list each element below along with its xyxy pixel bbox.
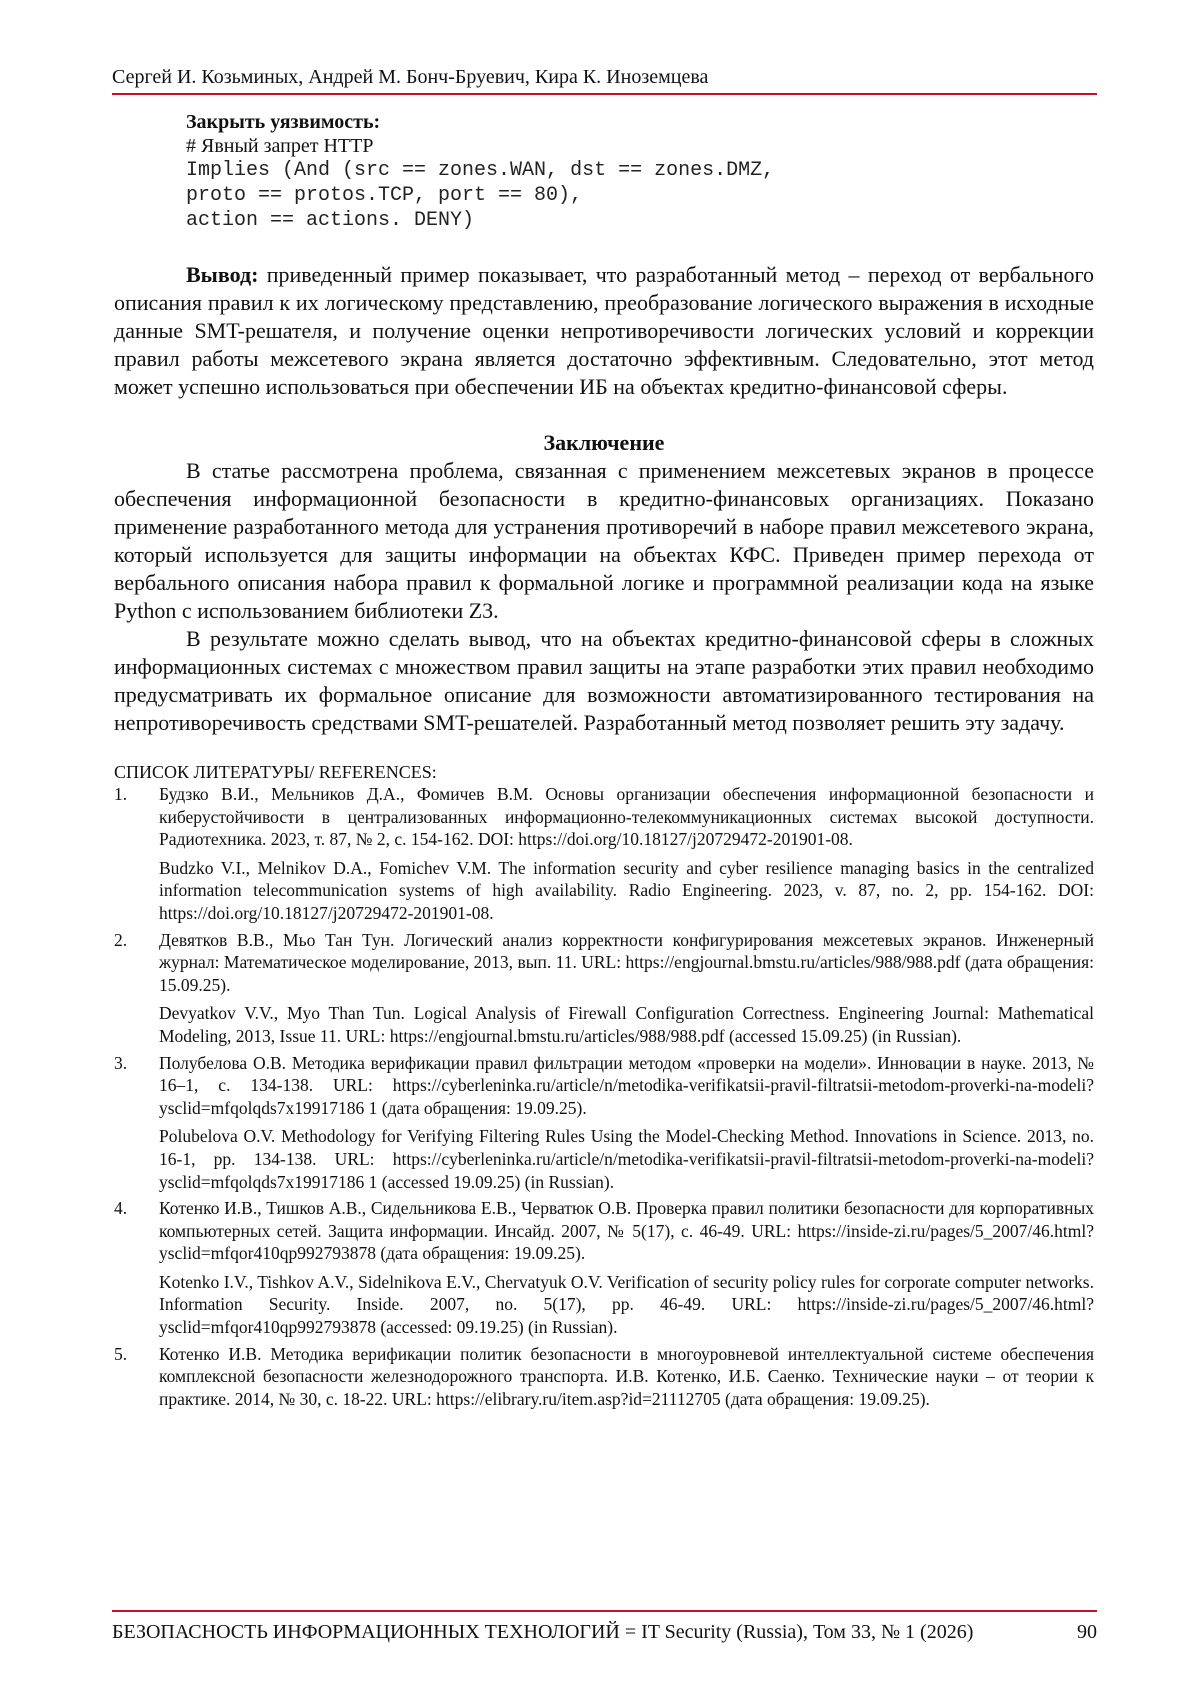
code-block bbox=[186, 158, 1094, 233]
body-paragraph: В статье рассмотрена проблема, связанная с применением межсетевых экранов в процессе обеспечения информационной безопасности в кредитно-финансовых организациях. Показано применение разработанного метода для устранения противоречий в наборе правил межсетевого экрана, который используется для защиты информации на объектах КФС. Приведен пример перехода от вербального описания набора правил к формальной логике и программной реализации кода на языке Python с использованием библиотеки Z3. bbox=[114, 458, 1094, 623]
reference-item bbox=[114, 783, 1094, 925]
conclusion-paragraph bbox=[114, 261, 1094, 401]
footer-rule bbox=[112, 1610, 1097, 1612]
reference-en: Budzko V.I., Melnikov D.A., Fomichev V.M. The information security and cyber resilience managing basics in the centralized information telecommunication systems of high availability. Radio Engineering. 2023, v. 87, no. 2, pp. 154-162. DOI: https://doi.org/10.18127/j20729472-201901-08. bbox=[159, 857, 1094, 923]
references-title: СПИСОК ЛИТЕРАТУРЫ/ REFERENCES: bbox=[114, 762, 437, 782]
reference-item bbox=[114, 929, 1094, 1048]
reference-en: Polubelova O.V. Methodology for Verifying Filtering Rules Using the Model-Checking Method. Innovations in Science. 2013, no. 16-1, pp. 134-138. URL: https://cyberleninka.ru/article/n/metodika-verifikatsii-pravil-filtratsii-metodom-proverki-na-modeli?ysclid=mfqolqds7x19917186 1 (accessed 19.09.25) (in Russian). bbox=[159, 1126, 1094, 1192]
code-line: Implies (And (src == zones.WAN, dst == zones.DMZ, bbox=[186, 159, 775, 182]
reference-number: 1. bbox=[114, 784, 128, 804]
fix-title: Закрыть уязвимость: bbox=[186, 111, 381, 133]
section-heading: Заключение bbox=[543, 430, 665, 455]
references-list bbox=[114, 783, 1094, 1410]
running-header: Сергей И. Козьминых, Андрей М. Бонч-Бруевич, Кира К. Иноземцева bbox=[112, 66, 709, 88]
reference-en: Kotenko I.V., Tishkov A.V., Sidelnikova E.V., Chervatyuk O.V. Verification of security policy rules for corporate computer networks. Information Security. Inside. 2007, no. 5(17), pp. 46-49. URL: https://inside-zi.ru/pages/5_2007/46.html?ysclid=mfqor410qp992793878 (accessed: 09.19.25) (in Russian). bbox=[159, 1271, 1094, 1338]
page-body bbox=[114, 110, 1094, 1410]
code-comment: # Явный запрет HTTP bbox=[186, 135, 374, 157]
reference-number: 2. bbox=[114, 929, 128, 950]
reference-ru: Котенко И.В., Тишков А.В., Сидельникова Е.В., Черватюк О.В. Проверка правил политики безопасности для корпоративных компьютерных сетей. Защита информации. Инсайд. 2007, № 5(17), с. 46-49. URL: https://inside-zi.ru/pages/5_2007/46.html?ysclid=mfqor410qp992793878 (дата обращения: 19.09.25). bbox=[159, 1198, 1094, 1264]
page-number: 90 bbox=[1077, 1621, 1097, 1643]
reference-ru: Котенко И.В. Методика верификации политик безопасности в многоуровневой интеллектуальной системе обеспечения комплексной безопасности железнодорожного транспорта. И.В. Котенко, И.Б. Саенко. Технические науки – от теории к практике. 2014, № 30, с. 18-22. URL: https://elibrary.ru/item.asp?id=21112705 (дата обращения: 19.09.25). bbox=[159, 1343, 1094, 1409]
journal-title: БЕЗОПАСНОСТЬ ИНФОРМАЦИОННЫХ ТЕХНОЛОГИЙ = IT Security (Russia), Том 33, № 1 (2026) bbox=[112, 1621, 974, 1643]
reference-ru: Будзко В.И., Мельников Д.А., Фомичев В.М. Основы организации обеспечения информационной безопасности и киберустойчивости в централизованных информационно-телекоммуникационных системах высокой доступности. Радиотехника. 2023, т. 87, № 2, с. 154-162. DOI: https://doi.org/10.18127/j20729472-201901-08. bbox=[159, 784, 1094, 850]
conclusion-text: приведенный пример показывает, что разработанный метод – переход от вербального описания правил к их логическому представлению, преобразование логического выражения в исходные данные SMT-решателя, и получение оценки непротиворечивости логических условий и коррекции правил работы межсетевого экрана является достаточно эффективным. Следовательно, этот метод может успешно использоваться при обеспечении ИБ на объектах кредитно-финансовой сферы. bbox=[114, 262, 1094, 399]
reference-ru: Девятков В.В., Мьо Тан Тун. Логический анализ корректности конфигурирования межсетевых экранов. Инженерный журнал: Математическое моделирование, 2013, вып. 11. URL: https://engjournal.bmstu.ru/articles/988/988.pdf (дата обращения: 15.09.25). bbox=[159, 929, 1094, 995]
code-line: proto == protos.TCP, port == 80), bbox=[186, 184, 583, 207]
reference-number: 4. bbox=[114, 1198, 128, 1219]
reference-item bbox=[114, 1343, 1094, 1411]
reference-number: 3. bbox=[114, 1052, 128, 1073]
reference-item bbox=[114, 1197, 1094, 1339]
reference-number: 5. bbox=[114, 1343, 128, 1364]
reference-item bbox=[114, 1052, 1094, 1194]
reference-ru: Полубелова О.В. Методика верификации правил фильтрации методом «проверки на модели». Инновации в науке. 2013, № 16–1, с. 134-138. URL: https://cyberleninka.ru/article/n/metodika-verifikatsii-pravil-filtratsii-metodom-proverki-na-modeli?ysclid=mfqolqds7x19917186 1 (дата обращения: 19.09.25). bbox=[159, 1052, 1094, 1118]
header-rule bbox=[112, 93, 1097, 95]
reference-en: Devyatkov V.V., Myo Than Tun. Logical Analysis of Firewall Configuration Correctness. Engineering Journal: Mathematical Modeling, 2013, Issue 11. URL: https://engjournal.bmstu.ru/articles/988/988.pdf (accessed 15.09.25) (in Russian). bbox=[159, 1003, 1094, 1046]
body-paragraph: В результате можно сделать вывод, что на объектах кредитно-финансовой сферы в сложных информационных системах с множеством правил защиты на этапе разработки этих правил необходимо предусматривать их формальное описание для возможности автоматизированного тестирования на непротиворечивость средствами SMT-решателей. Разработанный метод позволяет решить эту задачу. bbox=[114, 626, 1094, 735]
code-line: action == actions. DENY) bbox=[186, 209, 475, 232]
conclusion-label: Вывод: bbox=[186, 262, 259, 287]
